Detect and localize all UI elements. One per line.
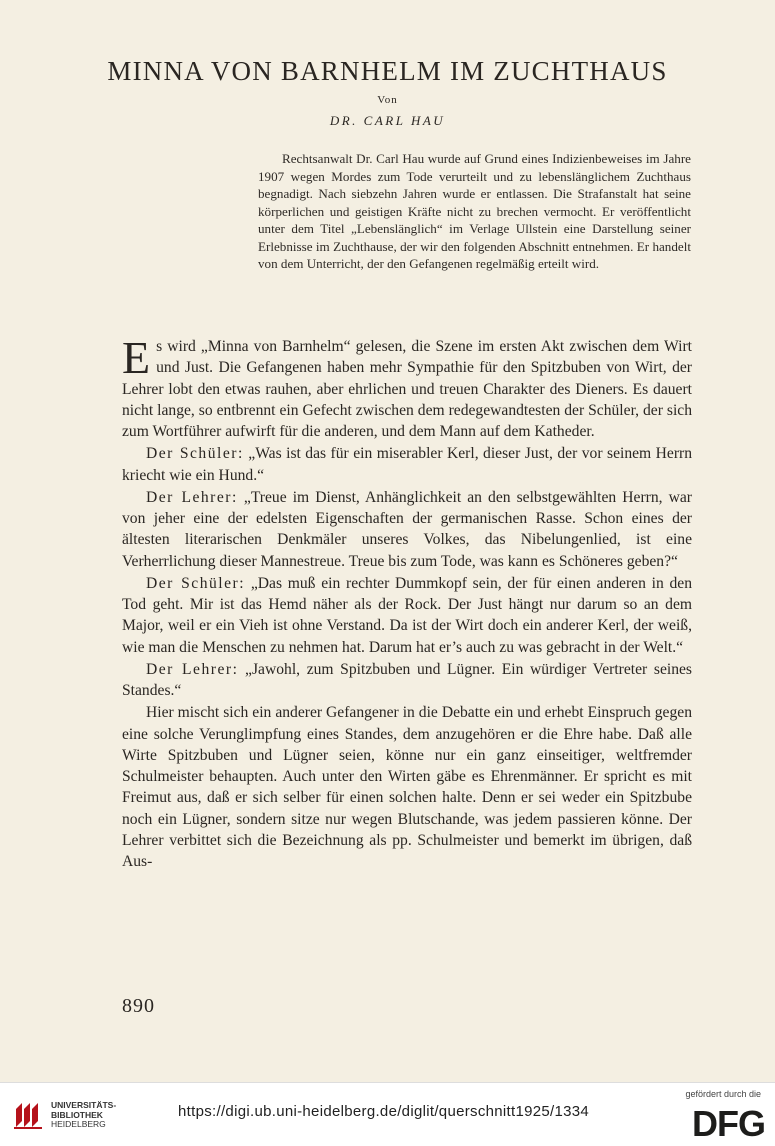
university-library-logo-icon [10, 1097, 46, 1133]
library-name: UNIVERSITÄTS- BIBLIOTHEK HEIDELBERG [51, 1100, 117, 1129]
article-body [122, 332, 692, 873]
dfg-logo: DFG [692, 1103, 765, 1144]
body-paragraph: Der Schüler: „Das muß ein rechter Dummkopf sein, der für einen anderen in den Tod geht. Mir ist das Hemd näher als der Rock. Der Just hängt nur darum so an dem Major, weil er ein Vieh ist ohne Verstand. Da ist der Wirt doch ein anderer Kerl, der weiß, wie man die Menschen zu nehmen hat. Darum hat er’s auch zu was gebracht in der Welt.“ [122, 574, 692, 656]
article-author: DR. CARL HAU [329, 113, 446, 128]
speaker-label: Der Lehrer: [146, 488, 238, 506]
speaker-label: Der Schüler: [146, 445, 244, 463]
permalink-url[interactable]: https://digi.ub.uni-heidelberg.de/diglit/querschnitt1925/1334 [178, 1103, 590, 1120]
viewer-footer [0, 1082, 775, 1146]
body-paragraph: Der Schüler: „Was ist das für ein miserabler Kerl, dieser Just, der vor seinem Herrn kriecht wie ein Hund.“ [122, 445, 692, 484]
body-paragraph: Der Lehrer: „Treue im Dienst, Anhänglichkeit an den selbstgewählten Herrn, war von jeher eine der edelsten Eigenschaften der germanischen Rasse. Schon eines der ältesten literarischen Denkmäler unseres Volkes, das Nibelungenlied, ist eine Verherrlichung dieser Mannestreue. Treue bis zum Tode, was kann es Schöneres geben?“ [122, 488, 692, 570]
speaker-label: Der Schüler: [146, 574, 246, 592]
body-paragraph: Es wird „Minna von Barnhelm“ gelesen, die Szene im ersten Akt zwischen dem Wirt und Just. Die Gefangenen haben mehr Sympathie für den Spitzbuben von Wirt, der Lehrer lobt den etwas rauhen, aber ehrlichen und treuen Charakter des Dieners. Es dauert nicht lange, so entbrennt ein Gefecht zwischen dem redegewandtesten der Schüler, der sich zum Wortführer aufwirft für die anderen, und dem Mann auf dem Katheder. [122, 332, 692, 440]
article-title: MINNA VON BARNHELM IM ZUCHTHAUS [107, 56, 668, 86]
speaker-label: Der Lehrer: [146, 660, 239, 678]
page-number: 890 [122, 995, 155, 1017]
drop-cap: E [122, 332, 151, 383]
body-paragraph: Der Lehrer: „Jawohl, zum Spitzbuben und Lügner. Ein würdiger Vertreter seines Standes.“ [122, 660, 692, 699]
byline-von: Von [377, 94, 398, 106]
intro-paragraph: Rechtsanwalt Dr. Carl Hau wurde auf Grund eines Indizienbeweises im Jahre 1907 wegen Mordes zum Tode verurteilt und zu lebenslänglichem Zuchthaus begnadigt. Nach siebzehn Jahren wurde er entlassen. Die Strafanstalt hat seine körperlichen und geistigen Kräfte nicht zu brechen vermocht. Er veröffentlicht unter dem Titel „Lebenslänglich“ im Verlage Ullstein eine Darstellung seiner Erlebnisse im Zuchthause, der wir den folgenden Abschnitt entnehmen. Er handelt von dem Unterricht, der den Gefangenen regelmäßig erteilt wird. [258, 151, 691, 271]
sponsor-label: gefördert durch die [685, 1089, 761, 1099]
body-paragraph: Hier mischt sich ein anderer Gefangener in die Debatte ein und erhebt Einspruch gegen eine solche Verunglimpfung eines Standes, dem anzugehören er die Ehre habe. Daß alle Wirte Spitzbuben und Lügner seien, könne nur ein ganz einseitiger, weltfremder Schulmeister behaupten. Auch unter den Wirten gäbe es Ehrenmänner. Er spricht es mit Freimut aus, daß er sich selber für einen solchen halte. Denn er sei weder ein Spitzbube noch ein Lügner, sondern sitze nur wegen Blutschande, was jedem passieren könne. Der Lehrer verbittet sich die Bezeichnung als pp. Schulmeister und bemerkt im übrigen, daß Aus- [122, 704, 692, 870]
